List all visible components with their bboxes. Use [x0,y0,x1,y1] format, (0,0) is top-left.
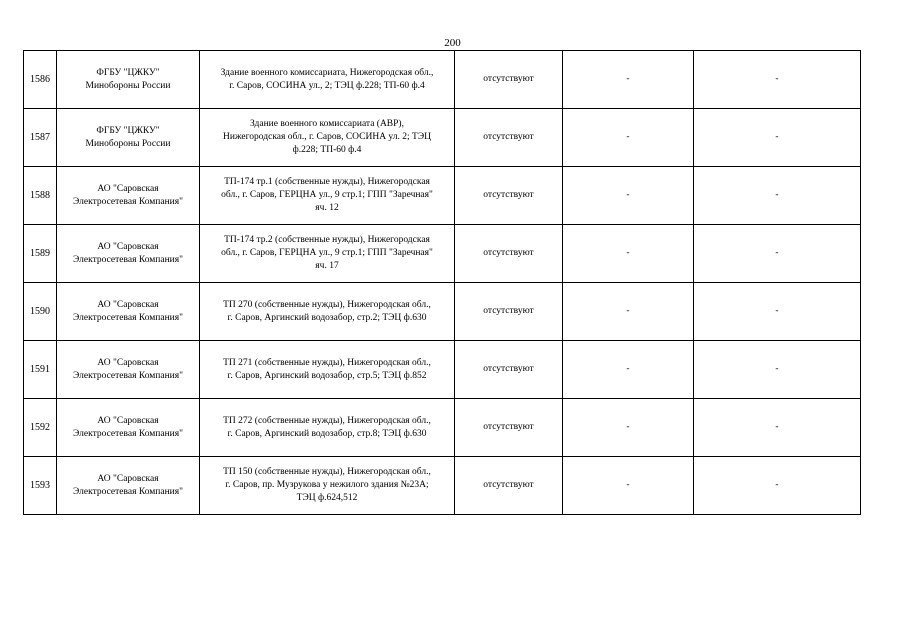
object-address-cell [200,399,455,457]
cell-text-line: АО "Саровская [97,473,159,484]
cell-text-line: ТП 150 (собственные нужды), Нижегородская обл., [223,467,431,477]
cell-text-line: яч. 12 [315,203,339,213]
row-number-cell [24,51,57,109]
table-row [24,399,861,457]
object-address-cell [200,167,455,225]
cell-text: 1589 [30,248,50,259]
column-5-cell [563,51,694,109]
table-row [24,167,861,225]
cell-text-line: ТП 270 (собственные нужды), Нижегородская обл., [223,299,431,310]
cell-text: - [626,74,630,84]
object-address-cell [200,109,455,167]
cell-text: - [626,248,630,258]
cell-text: отсутствуют [483,480,534,490]
cell-text: отсутствуют [483,364,534,374]
row-number-cell [24,283,57,341]
cell-text-line: Нижегородская обл., г. Саров, СОСИНА ул. 2; ТЭЦ [223,132,431,142]
cell-text: отсутствуют [483,190,534,200]
organization-cell [57,225,200,283]
object-address-cell [200,51,455,109]
organization-cell [57,51,200,109]
status-cell [455,283,563,341]
row-number-cell [24,225,57,283]
cell-text: - [626,422,630,432]
cell-text-line: АО "Саровская [97,299,159,310]
column-5-cell [563,225,694,283]
cell-text: 1592 [30,422,50,433]
row-number-cell [24,341,57,399]
cell-text-line: Минобороны России [85,80,171,91]
column-5-cell [563,341,694,399]
cell-text: 1587 [30,132,50,143]
column-6-cell [694,457,861,515]
organization-cell [57,341,200,399]
cell-text: отсутствуют [483,306,534,316]
row-number-cell [24,457,57,515]
organization-cell [57,167,200,225]
cell-text: - [775,190,779,200]
page-number: 200 [444,37,461,49]
object-address-cell [200,225,455,283]
table-row [24,457,861,515]
status-cell [455,167,563,225]
cell-text: 1591 [30,364,50,375]
cell-text: - [775,248,779,258]
cell-text: 1588 [30,190,50,201]
registry-table [23,50,861,515]
cell-text: отсутствуют [483,248,534,258]
cell-text-line: г. Саров, пр. Музрукова у нежилого здания №23А; [225,480,429,490]
row-number-cell [24,399,57,457]
table-row [24,109,861,167]
cell-text-line: АО "Саровская [97,241,159,252]
cell-text: - [626,480,630,490]
cell-text-line: г. Саров, Аргинский водозабор, стр.5; ТЭЦ ф.852 [227,370,427,381]
cell-text: 1590 [30,306,50,317]
column-6-cell [694,341,861,399]
table-row [24,51,861,109]
column-6-cell [694,283,861,341]
cell-text-line: Электросетевая Компания" [73,370,183,381]
cell-text: - [626,190,630,200]
status-cell [455,109,563,167]
organization-cell [57,109,200,167]
status-cell [455,225,563,283]
row-number-cell [24,109,57,167]
cell-text-line: ТП-174 тр.2 (собственные нужды), Нижегородская [224,235,430,245]
table-row [24,283,861,341]
column-6-cell [694,399,861,457]
cell-text-line: ТП 272 (собственные нужды), Нижегородская обл., [223,415,431,426]
column-5-cell [563,283,694,341]
cell-text: - [775,132,779,142]
organization-cell [57,457,200,515]
cell-text: отсутствуют [483,132,534,142]
cell-text-line: яч. 17 [315,261,339,271]
cell-text-line: Минобороны России [85,138,171,149]
column-5-cell [563,457,694,515]
column-6-cell [694,109,861,167]
object-address-cell [200,341,455,399]
organization-cell [57,399,200,457]
status-cell [455,457,563,515]
column-5-cell [563,109,694,167]
cell-text: - [626,364,630,374]
column-6-cell [694,225,861,283]
cell-text-line: ФГБУ "ЦЖКУ" [96,67,160,78]
cell-text-line: АО "Саровская [97,183,159,194]
cell-text: - [626,132,630,142]
cell-text-line: ФГБУ "ЦЖКУ" [96,125,160,136]
cell-text-line: АО "Саровская [97,357,159,368]
cell-text: - [775,74,779,84]
status-cell [455,341,563,399]
cell-text: - [775,422,779,432]
cell-text: отсутствуют [483,422,534,432]
status-cell [455,51,563,109]
status-cell [455,399,563,457]
object-address-cell [200,457,455,515]
cell-text-line: Электросетевая Компания" [73,312,183,323]
cell-text: - [775,480,779,490]
cell-text-line: Здание военного комиссариата, Нижегородская обл., [220,67,434,78]
cell-text: отсутствуют [483,74,534,84]
cell-text-line: ф.228; ТП-60 ф.4 [292,145,362,155]
cell-text: 1586 [30,74,50,85]
cell-text-line: Электросетевая Компания" [73,428,183,439]
cell-text-line: г. Саров, Аргинский водозабор, стр.8; ТЭЦ ф.630 [227,428,427,439]
cell-text-line: г. Саров, СОСИНА ул., 2; ТЭЦ ф.228; ТП-60 ф.4 [229,80,425,91]
cell-text-line: ТП-174 тр.1 (собственные нужды), Нижегородская [224,177,430,187]
object-address-cell [200,283,455,341]
cell-text-line: обл., г. Саров, ГЕРЦНА ул., 9 стр.1; ГПП "Заречная" [221,190,433,200]
column-6-cell [694,51,861,109]
cell-text-line: АО "Саровская [97,415,159,426]
cell-text-line: ТЭЦ ф.624,512 [296,493,358,503]
registry-table-body [24,51,861,515]
organization-cell [57,283,200,341]
cell-text-line: обл., г. Саров, ГЕРЦНА ул., 9 стр.1; ГПП "Заречная" [221,248,433,258]
column-6-cell [694,167,861,225]
cell-text: - [775,364,779,374]
cell-text-line: Электросетевая Компания" [73,254,183,265]
cell-text-line: ТП 271 (собственные нужды), Нижегородская обл., [223,357,431,368]
cell-text: 1593 [30,480,50,491]
row-number-cell [24,167,57,225]
column-5-cell [563,399,694,457]
cell-text: - [775,306,779,316]
column-5-cell [563,167,694,225]
cell-text-line: Здание военного комиссариата (АВР), [250,119,404,129]
table-row [24,225,861,283]
table-row [24,341,861,399]
cell-text: - [626,306,630,316]
cell-text-line: Электросетевая Компания" [73,486,183,497]
cell-text-line: Электросетевая Компания" [73,196,183,207]
cell-text-line: г. Саров, Аргинский водозабор, стр.2; ТЭЦ ф.630 [227,312,427,323]
